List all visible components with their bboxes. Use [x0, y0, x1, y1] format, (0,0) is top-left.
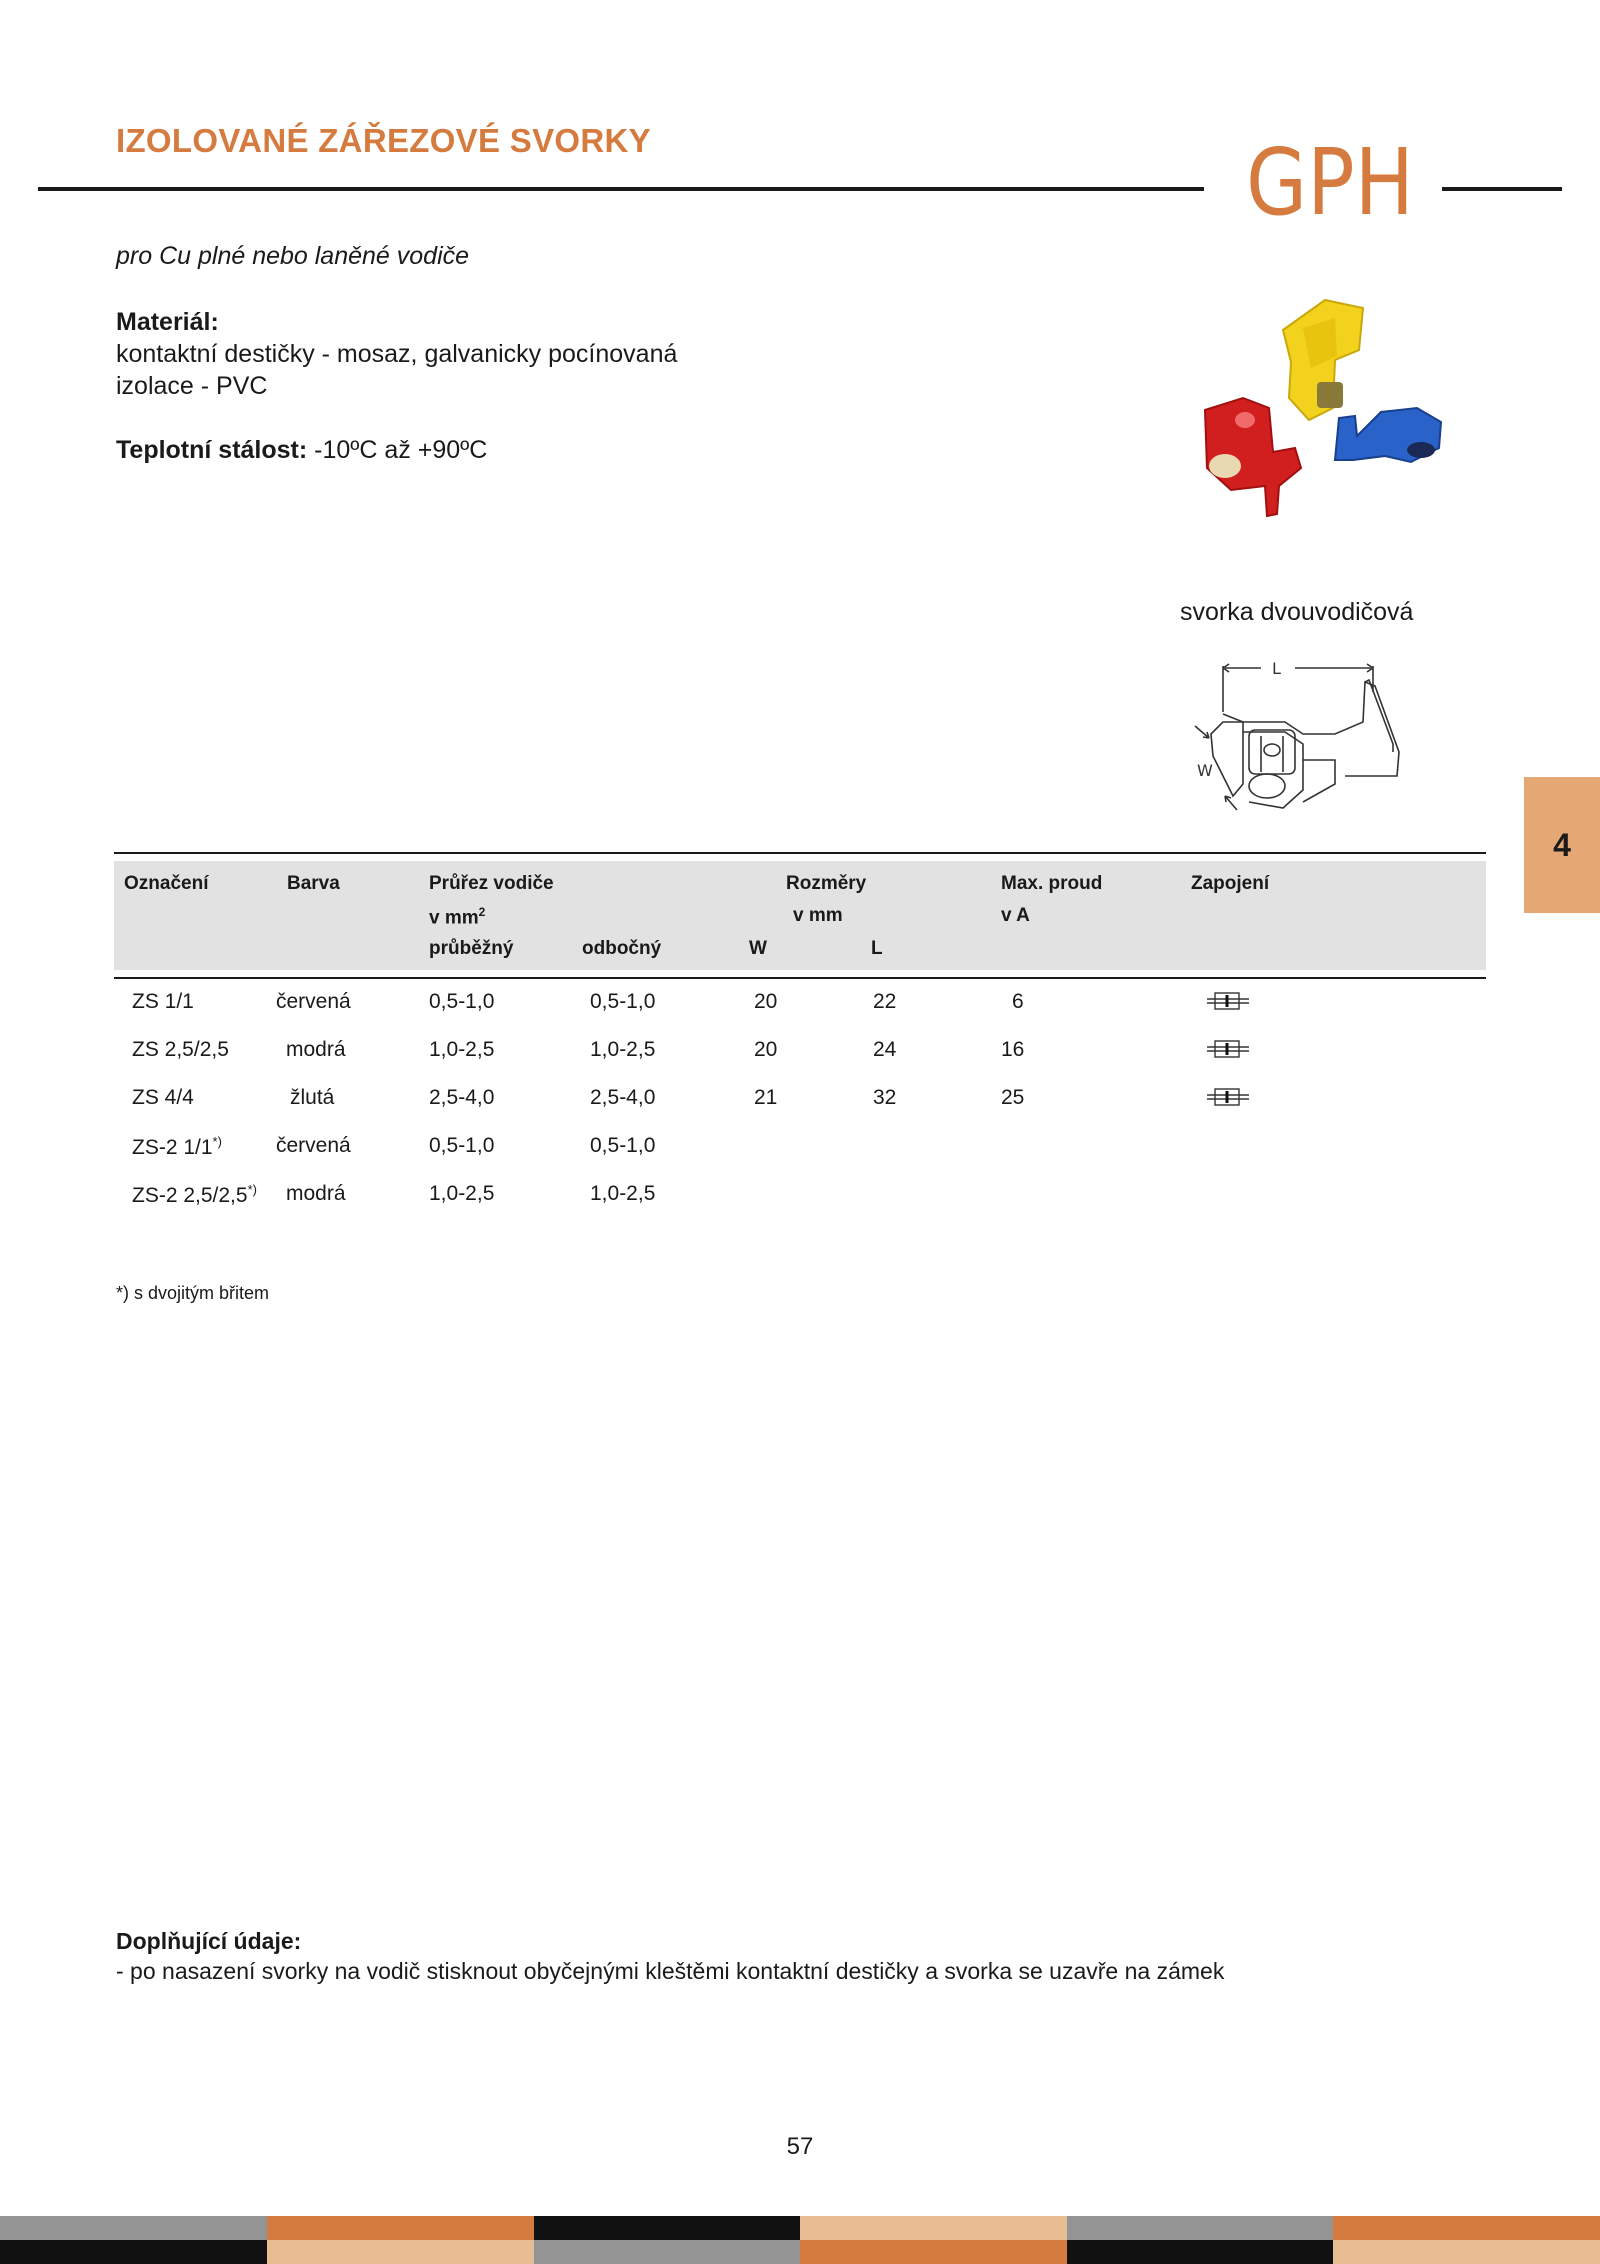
header-proud-unit: v A: [1001, 905, 1030, 926]
chapter-tab: 4: [1524, 777, 1600, 913]
header-rule-left: [38, 187, 1204, 191]
cell-l: 22: [873, 990, 897, 1013]
cell-barva: modrá: [286, 1038, 346, 1061]
header-l: L: [871, 938, 883, 959]
cell-oznaceni: ZS-2 1/1*): [132, 1134, 222, 1159]
footer-stripe: [534, 2240, 801, 2264]
cell-prubezny: 1,0-2,5: [429, 1038, 495, 1061]
additional-info-text: - po nasazení svorky na vodič stisknout obyčejnými kleštěmi kontaktní destičky a svorka se uzavře na zámek: [116, 1958, 1225, 1984]
header-oznaceni: Označení: [124, 873, 209, 894]
cell-barva: červená: [276, 1134, 351, 1157]
header-odbocny: odbočný: [582, 938, 662, 959]
additional-info: [116, 1926, 1224, 1986]
cell-prubezny: 0,5-1,0: [429, 990, 495, 1013]
page-title: IZOLOVANÉ ZÁŘEZOVÉ SVORKY: [116, 122, 651, 159]
cell-oznaceni: ZS 1/1: [132, 990, 194, 1013]
cell-odbocny: 0,5-1,0: [590, 1134, 656, 1157]
footer-color-stripes: [0, 2216, 1600, 2263]
connection-symbol-icon: [1207, 1086, 1249, 1108]
material-label: Materiál:: [116, 308, 219, 336]
cell-oznaceni: ZS-2 2,5/2,5*): [132, 1182, 257, 1207]
header-rozmery-unit: v mm: [793, 905, 843, 926]
cell-prubezny: 0,5-1,0: [429, 1134, 495, 1157]
table-top-rule: [114, 852, 1486, 854]
header-prubezny: průběžný: [429, 938, 514, 959]
cell-l: 32: [873, 1086, 897, 1109]
cell-prubezny: 2,5-4,0: [429, 1086, 495, 1109]
connection-symbol-icon: [1207, 990, 1249, 1012]
cell-proud: 25: [1001, 1086, 1025, 1109]
brand-logo: [1240, 124, 1420, 236]
red-connector-image: [1205, 398, 1301, 516]
material-block: [116, 306, 677, 402]
header-barva: Barva: [287, 873, 340, 894]
header-rule-right: [1442, 187, 1562, 191]
header-prurez-unit: v $mm^2$: [429, 905, 486, 929]
cell-proud: 16: [1001, 1038, 1025, 1061]
cell-oznaceni: ZS 4/4: [132, 1086, 194, 1109]
cell-odbocny: 2,5-4,0: [590, 1086, 656, 1109]
header-prurez: Průřez vodiče: [429, 873, 554, 894]
cell-barva: modrá: [286, 1182, 346, 1205]
cell-w: 20: [754, 990, 778, 1013]
temperature-label: Teplotní stálost:: [116, 436, 308, 464]
cell-barva: žlutá: [290, 1086, 335, 1109]
material-line: kontaktní destičky - mosaz, galvanicky pocínovaná: [116, 340, 678, 368]
footer-stripe: [0, 2240, 267, 2264]
temperature-block: [116, 436, 487, 465]
dimension-w-label: W: [1197, 761, 1213, 780]
footer-stripe: [267, 2216, 534, 2240]
additional-info-label: Doplňující údaje:: [116, 1928, 302, 1954]
cell-odbocny: 1,0-2,5: [590, 1182, 656, 1205]
blue-connector-image: [1335, 408, 1441, 462]
material-line: izolace - PVC: [116, 372, 268, 400]
footer-stripe: [1333, 2216, 1600, 2240]
footnote: *) s dvojitým břitem: [116, 1283, 270, 1303]
cell-l: 24: [873, 1038, 897, 1061]
dimension-l-label: L: [1272, 659, 1281, 678]
table-header-rule: [114, 977, 1486, 979]
cell-odbocny: 0,5-1,0: [590, 990, 656, 1013]
yellow-connector-image: [1283, 300, 1363, 420]
footer-stripe: [534, 2216, 801, 2240]
subtitle: pro Cu plné nebo laněné vodiče: [116, 242, 470, 270]
footer-stripe: [800, 2216, 1067, 2240]
connection-symbol-icon: [1207, 1038, 1249, 1060]
footer-stripe: [267, 2240, 534, 2264]
header-zapojeni: Zapojení: [1191, 873, 1270, 894]
footer-stripe: [1333, 2240, 1600, 2264]
header-w: W: [749, 938, 767, 959]
footer-stripe: [1067, 2240, 1334, 2264]
footer-stripe: [0, 2216, 267, 2240]
page-number: 57: [786, 2133, 814, 2160]
footer-stripe: [1067, 2216, 1334, 2240]
brand-text: GPH: [1246, 129, 1414, 236]
cell-oznaceni: ZS 2,5/2,5: [132, 1038, 229, 1061]
product-photo: [1185, 290, 1455, 520]
cell-proud: 6: [1012, 990, 1024, 1013]
cell-w: 21: [754, 1086, 778, 1109]
footer-stripe: [800, 2240, 1067, 2264]
header-rozmery: Rozměry: [786, 873, 867, 894]
diagram-label: svorka dvouvodičová: [1180, 598, 1414, 626]
header-max-proud: Max. proud: [1001, 873, 1103, 894]
cell-prubezny: 1,0-2,5: [429, 1182, 495, 1205]
connector-dimension-diagram: [1185, 652, 1425, 822]
cell-barva: červená: [276, 990, 351, 1013]
cell-w: 20: [754, 1038, 778, 1061]
cell-odbocny: 1,0-2,5: [590, 1038, 656, 1061]
temperature-value: -10ºC až +90ºC: [307, 436, 488, 464]
